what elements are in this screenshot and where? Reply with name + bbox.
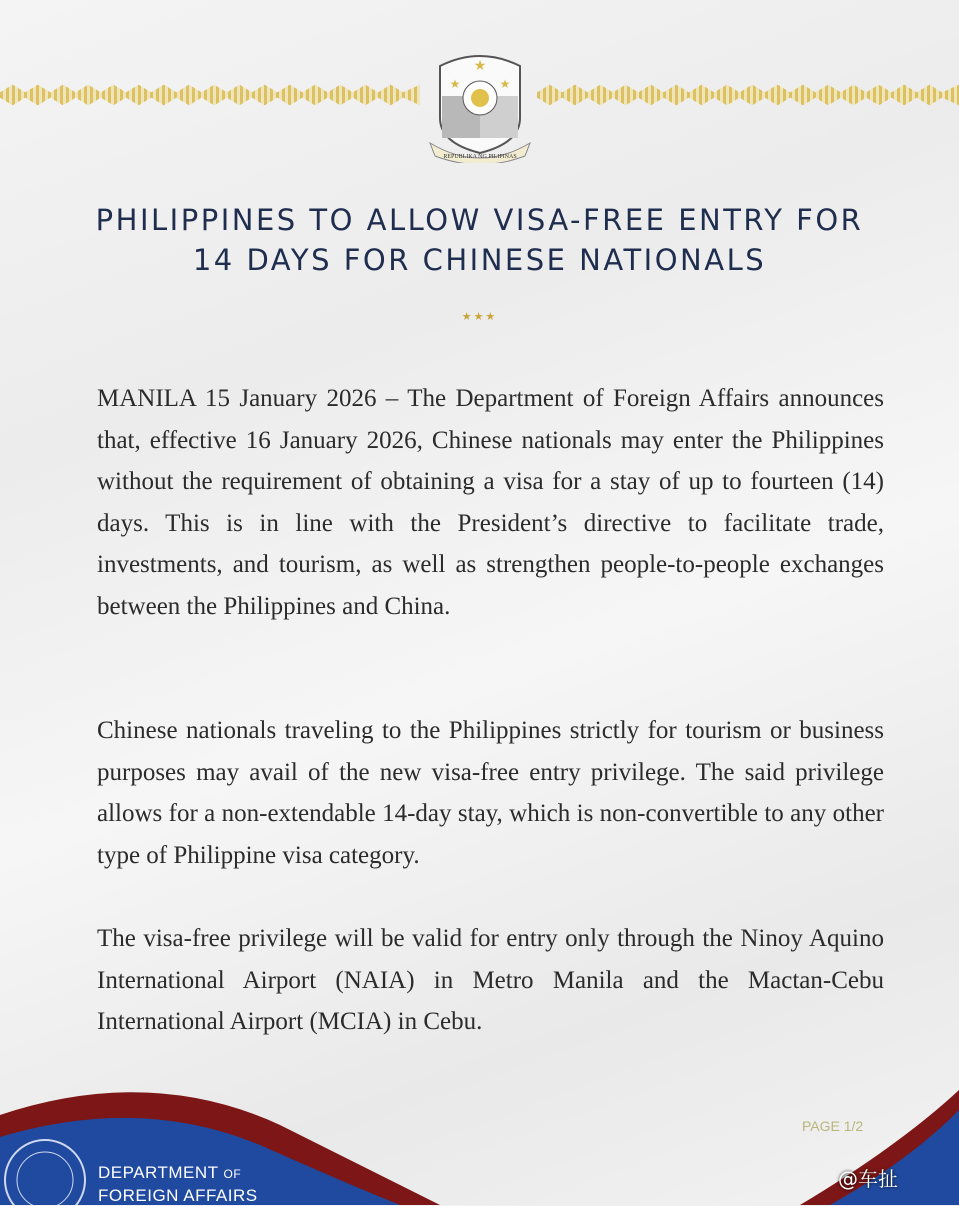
dfa-logo-text: DEPARTMENT OF FOREIGN AFFAIRS xyxy=(98,1163,258,1205)
weibo-watermark: @车扯 xyxy=(838,1167,898,1191)
page-number: PAGE 1/2 xyxy=(802,1118,864,1134)
page-title: PHILIPPINES TO ALLOW VISA-FREE ENTRY FOR 14 DAYS FOR CHINESE NATIONALS xyxy=(95,203,864,277)
svg-text:★: ★ xyxy=(499,77,511,91)
seal-text: REPUBLIKA NG PILIPINAS xyxy=(443,154,517,160)
svg-text:★: ★ xyxy=(473,59,487,74)
stars-divider: ★★★ xyxy=(461,311,498,323)
paragraph-1: MANILA 15 January 2026 – The Department of Foreign Affairs announces that, effective 16 January 2026, Chinese nationals may enter the Philippines without the requirement of obtaining a visa for a stay of up to fourteen (14) days. This is in line with the President’s directive to facilitate trade, investments, and tourism, as well as strengthen people-to-people exchanges between the Philippines and China. xyxy=(97,385,884,620)
paragraph-2: Chinese nationals traveling to the Philippines strictly for tourism or business purposes may avail of the new visa-free entry privilege. The said privilege allows for a non-extendable 14-day stay, which is non-convertible to any other type of Philippine visa category. xyxy=(97,717,884,869)
paragraph-3: The visa-free privilege will be valid for entry only through the Ninoy Aquino International Airport (NAIA) in Metro Manila and the Mactan-Cebu International Airport (MCIA) in Cebu. xyxy=(97,925,884,1035)
philippine-coat-of-arms xyxy=(425,48,535,163)
gold-ornament-right xyxy=(537,82,959,108)
svg-text:★: ★ xyxy=(449,77,461,91)
gold-ornament-left xyxy=(0,82,420,108)
